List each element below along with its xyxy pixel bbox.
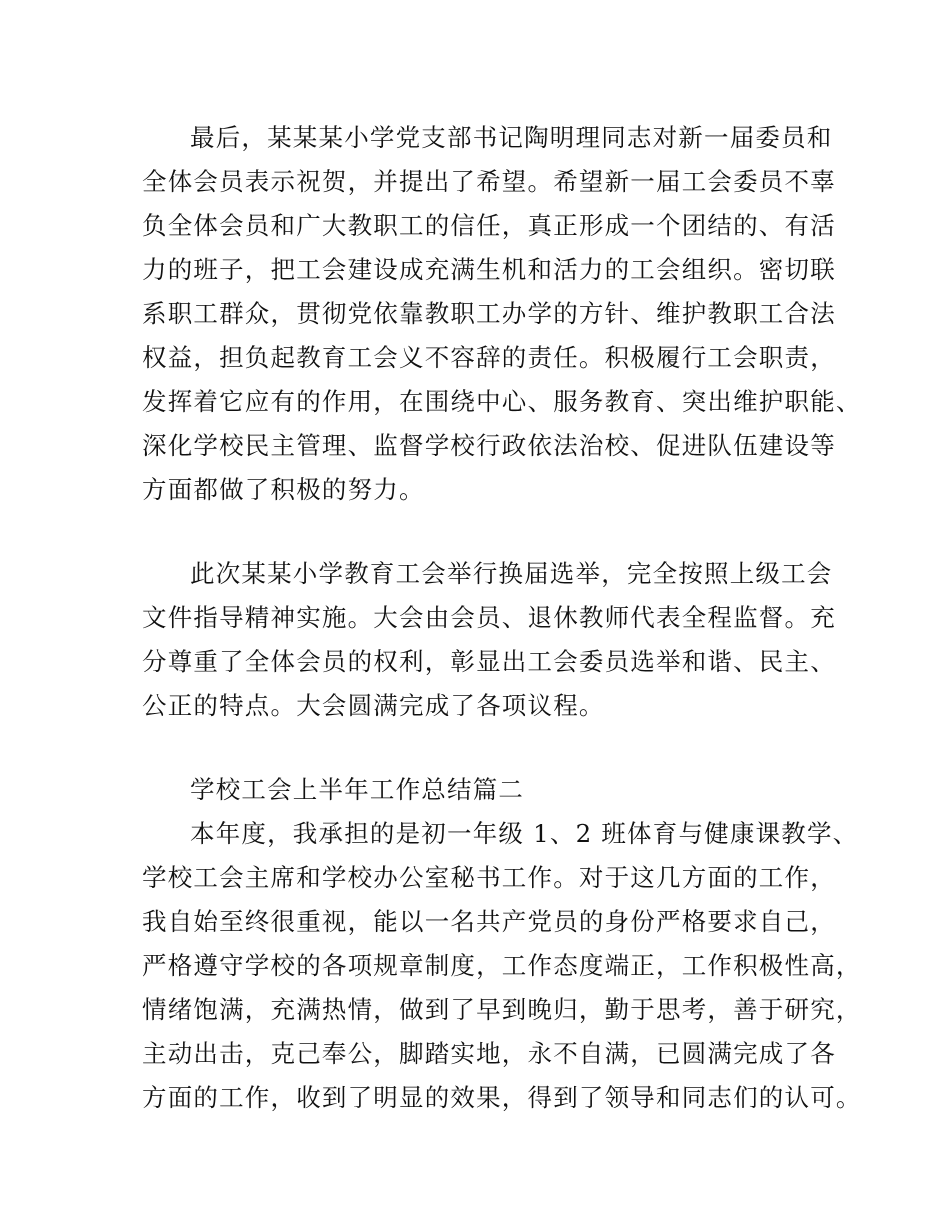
- paragraph-3-line-7: 方面的工作，收到了明显的效果，得到了领导和同志们的认可。: [142, 1083, 862, 1112]
- section-heading: 学校工会上半年工作总结篇二: [190, 775, 525, 804]
- paragraph-1-line-4: 力的班子，把工会建设成充满生机和活力的工会组织。密切联: [142, 255, 836, 284]
- paragraph-3-line-6: 主动出击，克己奉公，脚踏实地，永不自满，已圆满完成了各: [142, 1039, 836, 1068]
- paragraph-2-line-1: 此次某某小学教育工会举行换届选举，完全按照上级工会: [190, 559, 833, 588]
- paragraph-1-line-6: 权益，担负起教育工会义不容辞的责任。积极履行工会职责，: [142, 343, 836, 372]
- paragraph-1-line-3: 负全体会员和广大教职工的信任，真正形成一个团结的、有活: [142, 211, 836, 240]
- paragraph-3-line-2: 学校工会主席和学校办公室秘书工作。对于这几方面的工作，: [142, 863, 836, 892]
- paragraph-1-line-8: 深化学校民主管理、监督学校行政依法治校、促进队伍建设等: [142, 431, 836, 460]
- paragraph-3-line-1: 本年度，我承担的是初一年级 1、2 班体育与健康课教学、: [190, 819, 859, 848]
- paragraph-2-line-2: 文件指导精神实施。大会由会员、退休教师代表全程监督。充: [142, 603, 836, 632]
- paragraph-1-line-5: 系职工群众，贯彻党依靠教职工办学的方针、维护教职工合法: [142, 299, 836, 328]
- paragraph-1-line-2: 全体会员表示祝贺，并提出了希望。希望新一届工会委员不辜: [142, 167, 836, 196]
- paragraph-3-line-5: 情绪饱满，充满热情，做到了早到晚归，勤于思考，善于研究，: [142, 995, 862, 1024]
- paragraph-3-line-4: 严格遵守学校的各项规章制度，工作态度端正，工作积极性高，: [142, 951, 862, 980]
- paragraph-2-line-3: 分尊重了全体会员的权利，彰显出工会委员选举和谐、民主、: [142, 647, 836, 676]
- paragraph-2-line-4: 公正的特点。大会圆满完成了各项议程。: [142, 691, 605, 720]
- paragraph-3-line-3: 我自始至终很重视，能以一名共产党员的身份严格要求自己，: [142, 907, 836, 936]
- paragraph-1-line-1: 最后，某某某小学党支部书记陶明理同志对新一届委员和: [190, 123, 833, 152]
- paragraph-1-line-9: 方面都做了积极的努力。: [142, 475, 425, 504]
- paragraph-1-line-7: 发挥着它应有的作用，在围绕中心、服务教育、突出维护职能、: [142, 387, 862, 416]
